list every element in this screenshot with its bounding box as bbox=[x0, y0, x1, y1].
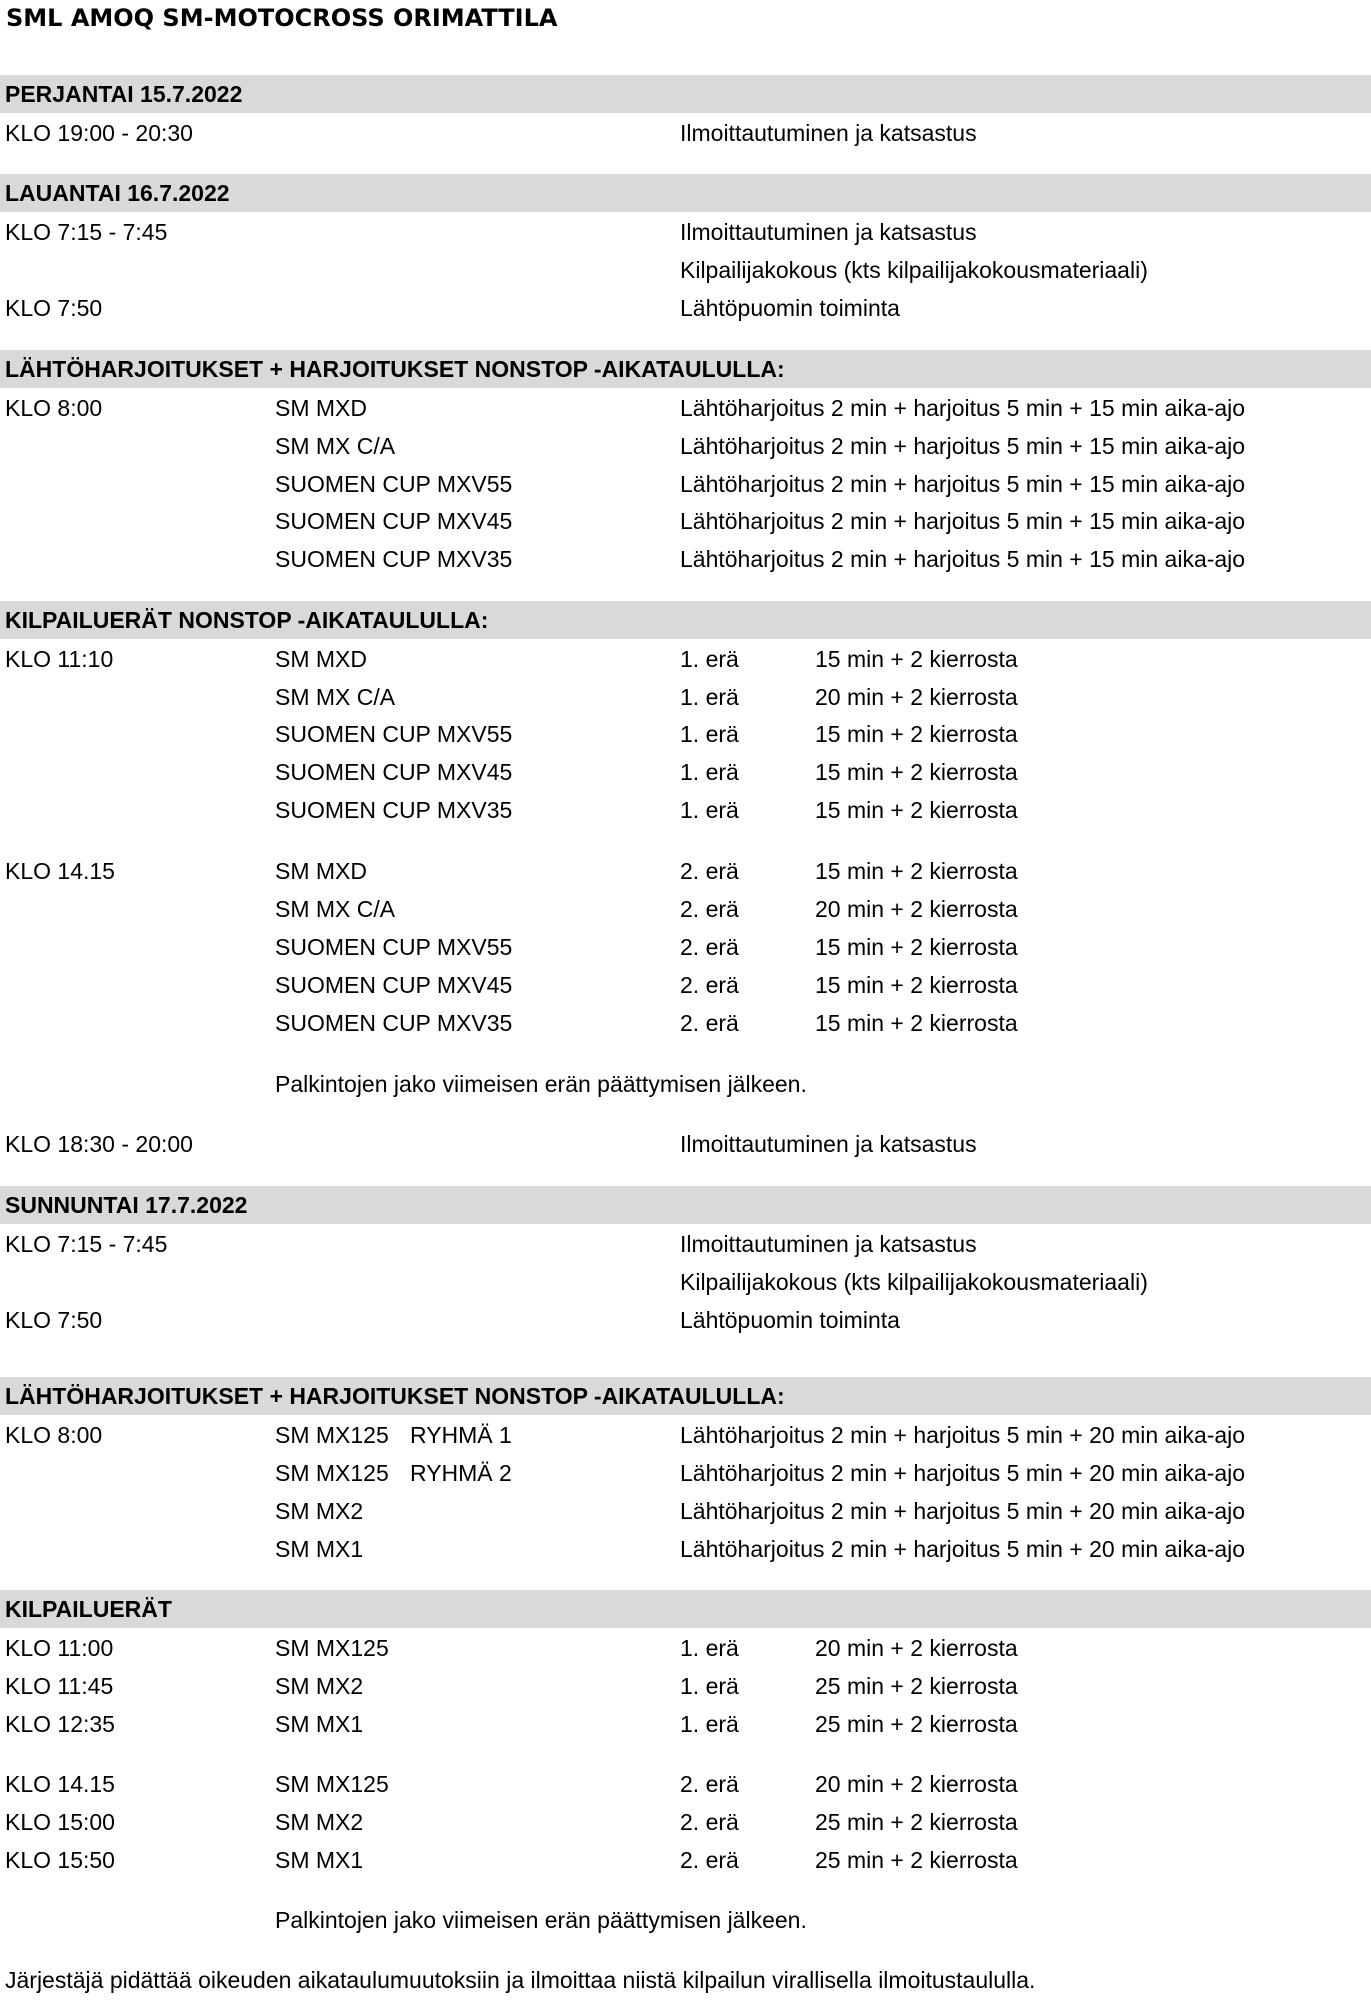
section-header-label: KILPAILUERÄT NONSTOP -AIKATAULULLA: bbox=[5, 607, 489, 633]
schedule-time: KLO 8:00 bbox=[5, 1422, 103, 1448]
schedule-class: SM MX2 bbox=[275, 1498, 364, 1524]
schedule-duration: 25 min + 2 kierrosta bbox=[815, 1809, 1018, 1835]
schedule-duration: 15 min + 2 kierrosta bbox=[815, 934, 1018, 960]
schedule-heat: 1. erä bbox=[680, 1711, 739, 1737]
schedule-time: KLO 19:00 - 20:30 bbox=[5, 120, 193, 146]
schedule-row bbox=[0, 1765, 1371, 1803]
schedule-row bbox=[0, 1629, 1371, 1667]
schedule-class: SUOMEN CUP MXV55 bbox=[275, 721, 513, 747]
schedule-row bbox=[0, 1225, 1371, 1263]
schedule-class: SUOMEN CUP MXV45 bbox=[275, 508, 513, 534]
schedule-description: Kilpailijakokous (kts kilpailijakokousmateriaali) bbox=[680, 1269, 1148, 1295]
schedule-duration: 20 min + 2 kierrosta bbox=[815, 896, 1018, 922]
schedule-row bbox=[0, 791, 1371, 829]
schedule-class: SM MX125 bbox=[275, 1771, 389, 1797]
schedule-description: Lähtöharjoitus 2 min + harjoitus 5 min + 15 min aika-ajo bbox=[680, 433, 1246, 459]
section-header bbox=[0, 75, 1371, 113]
schedule-row bbox=[0, 427, 1371, 465]
schedule-group: RYHMÄ 1 bbox=[410, 1422, 512, 1448]
schedule-row bbox=[0, 640, 1371, 678]
schedule-row bbox=[0, 502, 1371, 540]
schedule-heat: 2. erä bbox=[680, 1771, 739, 1797]
schedule-row bbox=[0, 966, 1371, 1004]
schedule-description: Ilmoittautuminen ja katsastus bbox=[680, 120, 977, 146]
schedule-row bbox=[0, 1301, 1371, 1339]
schedule-duration: 25 min + 2 kierrosta bbox=[815, 1673, 1018, 1699]
schedule-class: SM MX1 bbox=[275, 1711, 364, 1737]
schedule-heat: 2. erä bbox=[680, 1847, 739, 1873]
schedule-duration: 15 min + 2 kierrosta bbox=[815, 721, 1018, 747]
section-header bbox=[0, 1377, 1371, 1415]
schedule-duration: 15 min + 2 kierrosta bbox=[815, 797, 1018, 823]
section-header bbox=[0, 174, 1371, 212]
schedule-duration: 15 min + 2 kierrosta bbox=[815, 759, 1018, 785]
schedule-time: KLO 15:50 bbox=[5, 1847, 115, 1873]
schedule-class: SUOMEN CUP MXV45 bbox=[275, 972, 513, 998]
schedule-class: SM MX125 bbox=[275, 1635, 389, 1661]
schedule-row bbox=[0, 1004, 1371, 1042]
schedule-time: KLO 7:50 bbox=[5, 1307, 103, 1333]
schedule-duration: 25 min + 2 kierrosta bbox=[815, 1711, 1018, 1737]
schedule-class: SM MX2 bbox=[275, 1809, 364, 1835]
schedule-class: SM MXD bbox=[275, 395, 367, 421]
schedule-time: KLO 8:00 bbox=[5, 395, 103, 421]
schedule-duration: 25 min + 2 kierrosta bbox=[815, 1847, 1018, 1873]
schedule-heat: 2. erä bbox=[680, 934, 739, 960]
section-header-label: SUNNUNTAI 17.7.2022 bbox=[5, 1192, 248, 1218]
schedule-description: Ilmoittautuminen ja katsastus bbox=[680, 1131, 977, 1157]
schedule-class: SM MX C/A bbox=[275, 684, 396, 710]
page-title: SML AMOQ SM-MOTOCROSS ORIMATTILA bbox=[6, 4, 558, 32]
schedule-time: KLO 14.15 bbox=[5, 1771, 115, 1797]
schedule-note: Palkintojen jako viimeisen erän päättymisen jälkeen. bbox=[275, 1907, 807, 1933]
schedule-heat: 2. erä bbox=[680, 896, 739, 922]
schedule-row bbox=[0, 540, 1371, 578]
schedule-heat: 1. erä bbox=[680, 721, 739, 747]
schedule-row bbox=[0, 1416, 1371, 1454]
schedule-time: KLO 7:15 - 7:45 bbox=[5, 219, 168, 245]
schedule-heat: 2. erä bbox=[680, 1809, 739, 1835]
schedule-class: SUOMEN CUP MXV55 bbox=[275, 934, 513, 960]
schedule-class: SM MX125 bbox=[275, 1422, 389, 1448]
schedule-class: SUOMEN CUP MXV35 bbox=[275, 1010, 513, 1036]
schedule-row bbox=[0, 1263, 1371, 1301]
schedule-row bbox=[0, 1454, 1371, 1492]
schedule-duration: 20 min + 2 kierrosta bbox=[815, 1635, 1018, 1661]
schedule-description: Lähtöharjoitus 2 min + harjoitus 5 min + 15 min aika-ajo bbox=[680, 546, 1246, 572]
schedule-description: Lähtöharjoitus 2 min + harjoitus 5 min + 20 min aika-ajo bbox=[680, 1422, 1246, 1448]
schedule-description: Lähtöharjoitus 2 min + harjoitus 5 min + 15 min aika-ajo bbox=[680, 508, 1246, 534]
schedule-heat: 1. erä bbox=[680, 1635, 739, 1661]
schedule-class: SM MX2 bbox=[275, 1673, 364, 1699]
schedule-class: SUOMEN CUP MXV55 bbox=[275, 471, 513, 497]
schedule-row bbox=[0, 1667, 1371, 1705]
schedule-class: SM MX125 bbox=[275, 1460, 389, 1486]
schedule-class: SM MX C/A bbox=[275, 896, 396, 922]
schedule-description: Lähtöharjoitus 2 min + harjoitus 5 min + 15 min aika-ajo bbox=[680, 471, 1246, 497]
schedule-duration: 15 min + 2 kierrosta bbox=[815, 972, 1018, 998]
schedule-heat: 1. erä bbox=[680, 646, 739, 672]
schedule-description: Lähtöharjoitus 2 min + harjoitus 5 min + 20 min aika-ajo bbox=[680, 1536, 1246, 1562]
schedule-class: SM MXD bbox=[275, 858, 367, 884]
section-header bbox=[0, 1590, 1371, 1628]
schedule-description: Lähtöpuomin toiminta bbox=[680, 1307, 900, 1333]
schedule-description: Ilmoittautuminen ja katsastus bbox=[680, 219, 977, 245]
schedule-row bbox=[0, 289, 1371, 327]
section-header bbox=[0, 1186, 1371, 1224]
schedule-heat: 2. erä bbox=[680, 1010, 739, 1036]
schedule-time: KLO 12:35 bbox=[5, 1711, 115, 1737]
schedule-row bbox=[0, 114, 1371, 152]
schedule-row bbox=[0, 213, 1371, 251]
schedule-class: SM MX1 bbox=[275, 1847, 364, 1873]
section-header-label: KILPAILUERÄT bbox=[5, 1596, 172, 1622]
schedule-row bbox=[0, 1492, 1371, 1530]
schedule-time: KLO 11:45 bbox=[5, 1673, 114, 1699]
schedule-row bbox=[0, 678, 1371, 716]
schedule-time: KLO 7:50 bbox=[5, 295, 103, 321]
schedule-description: Lähtöharjoitus 2 min + harjoitus 5 min + 20 min aika-ajo bbox=[680, 1460, 1246, 1486]
schedule-heat: 1. erä bbox=[680, 797, 739, 823]
schedule-time: KLO 7:15 - 7:45 bbox=[5, 1231, 168, 1257]
schedule-heat: 1. erä bbox=[680, 759, 739, 785]
schedule-heat: 2. erä bbox=[680, 972, 739, 998]
schedule-row bbox=[0, 389, 1371, 427]
section-header-label: LÄHTÖHARJOITUKSET + HARJOITUKSET NONSTOP -AIKATAULULLA: bbox=[5, 356, 785, 382]
schedule-class: SM MX1 bbox=[275, 1536, 364, 1562]
schedule-time: KLO 18:30 - 20:00 bbox=[5, 1131, 193, 1157]
schedule-group: RYHMÄ 2 bbox=[410, 1460, 512, 1486]
section-header-label: LÄHTÖHARJOITUKSET + HARJOITUKSET NONSTOP -AIKATAULULLA: bbox=[5, 1383, 785, 1409]
schedule-description: Lähtöharjoitus 2 min + harjoitus 5 min + 15 min aika-ajo bbox=[680, 395, 1246, 421]
schedule-row bbox=[0, 890, 1371, 928]
schedule-class: SUOMEN CUP MXV35 bbox=[275, 797, 513, 823]
schedule-row bbox=[0, 1125, 1371, 1163]
section-header bbox=[0, 601, 1371, 639]
schedule-row bbox=[0, 251, 1371, 289]
schedule-row bbox=[0, 465, 1371, 503]
schedule-heat: 2. erä bbox=[680, 858, 739, 884]
schedule-duration: 15 min + 2 kierrosta bbox=[815, 1010, 1018, 1036]
schedule-class: SM MX C/A bbox=[275, 433, 396, 459]
schedule-time: KLO 11:10 bbox=[5, 646, 114, 672]
schedule-description: Ilmoittautuminen ja katsastus bbox=[680, 1231, 977, 1257]
schedule-row bbox=[0, 1841, 1371, 1879]
schedule-description: Kilpailijakokous (kts kilpailijakokousmateriaali) bbox=[680, 257, 1148, 283]
schedule-duration: 15 min + 2 kierrosta bbox=[815, 646, 1018, 672]
schedule-description: Lähtöharjoitus 2 min + harjoitus 5 min + 20 min aika-ajo bbox=[680, 1498, 1246, 1524]
schedule-row bbox=[0, 1530, 1371, 1568]
schedule-note: Palkintojen jako viimeisen erän päättymisen jälkeen. bbox=[275, 1071, 807, 1097]
schedule-row bbox=[0, 852, 1371, 890]
schedule-note: Järjestäjä pidättää oikeuden aikataulumuutoksiin ja ilmoittaa niistä kilpailun virallisella ilmoitustaululla. bbox=[5, 1967, 1036, 1993]
section-header-label: LAUANTAI 16.7.2022 bbox=[5, 180, 230, 206]
schedule-row bbox=[0, 1803, 1371, 1841]
section-header bbox=[0, 350, 1371, 388]
schedule-class: SM MXD bbox=[275, 646, 367, 672]
schedule-row bbox=[0, 715, 1371, 753]
schedule-duration: 20 min + 2 kierrosta bbox=[815, 684, 1018, 710]
schedule-duration: 20 min + 2 kierrosta bbox=[815, 1771, 1018, 1797]
schedule-heat: 1. erä bbox=[680, 684, 739, 710]
schedule-class: SUOMEN CUP MXV35 bbox=[275, 546, 513, 572]
schedule-time: KLO 15:00 bbox=[5, 1809, 115, 1835]
schedule-class: SUOMEN CUP MXV45 bbox=[275, 759, 513, 785]
schedule-time: KLO 11:00 bbox=[5, 1635, 114, 1661]
schedule-duration: 15 min + 2 kierrosta bbox=[815, 858, 1018, 884]
schedule-row bbox=[0, 928, 1371, 966]
schedule-time: KLO 14.15 bbox=[5, 858, 115, 884]
schedule-heat: 1. erä bbox=[680, 1673, 739, 1699]
schedule-row bbox=[0, 1705, 1371, 1743]
schedule-row bbox=[0, 753, 1371, 791]
schedule-description: Lähtöpuomin toiminta bbox=[680, 295, 900, 321]
section-header-label: PERJANTAI 15.7.2022 bbox=[5, 81, 243, 107]
